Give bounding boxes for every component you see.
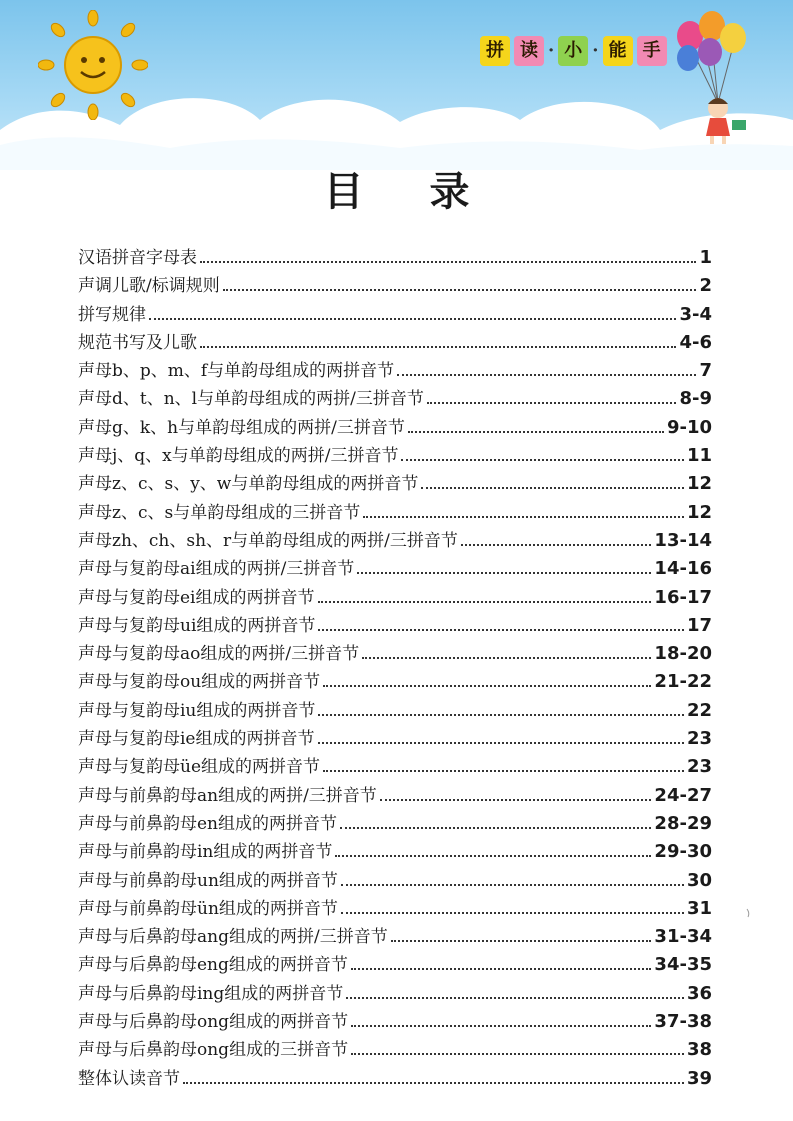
- toc-entry-label: 声母与复韵母ui组成的两拼音节: [78, 615, 316, 636]
- toc-entry-label: 声母与复韵母üe组成的两拼音节: [78, 757, 321, 778]
- toc-leader-dots: [461, 544, 652, 546]
- toc-entry[interactable]: [78, 724, 712, 752]
- toc-entry[interactable]: [78, 781, 712, 809]
- toc-entry-page: 38: [686, 1039, 712, 1061]
- badge-char: 拼: [480, 36, 510, 66]
- toc-leader-dots: [401, 459, 683, 461]
- toc-entry-page: 14-16: [654, 558, 712, 580]
- toc-entry-page: 8-9: [679, 388, 712, 410]
- toc-entry-label: 声母与后鼻韵母eng组成的两拼音节: [78, 955, 348, 976]
- toc-leader-dots: [351, 968, 652, 970]
- toc-leader-dots: [341, 884, 684, 886]
- toc-entry-page: 7: [699, 360, 712, 382]
- toc-entry-label: 声母d、t、n、l与单韵母组成的两拼/三拼音节: [78, 389, 424, 410]
- toc-entry[interactable]: [78, 809, 712, 837]
- toc-entry[interactable]: [78, 469, 712, 497]
- toc-entry[interactable]: [78, 866, 712, 894]
- toc-leader-dots: [391, 940, 652, 942]
- toc-entry-label: 整体认读音节: [78, 1068, 180, 1089]
- toc-entry-label: 声母与复韵母iu组成的两拼音节: [78, 700, 316, 721]
- balloons-girl-icon: [660, 8, 770, 148]
- toc-entry[interactable]: [78, 950, 712, 978]
- toc-entry[interactable]: [78, 696, 712, 724]
- toc-entry-label: 声母与后鼻韵母ong组成的三拼音节: [78, 1040, 349, 1061]
- toc-leader-dots: [380, 799, 652, 801]
- badge-separator: ·: [548, 40, 555, 61]
- badge-char: 小: [558, 36, 588, 66]
- toc-leader-dots: [351, 1025, 651, 1027]
- toc-entry-label: 声母与前鼻韵母in组成的两拼音节: [78, 842, 333, 863]
- badge-char: 读: [514, 36, 544, 66]
- toc-entry-page: 30: [686, 869, 712, 891]
- sun-icon: [38, 10, 148, 120]
- toc-entry[interactable]: [78, 554, 712, 582]
- toc-entry-page: 23: [686, 728, 712, 750]
- toc-entry-label: 声母b、p、m、f与单韵母组成的两拼音节: [78, 361, 395, 382]
- toc-entry[interactable]: [78, 271, 712, 299]
- badge-separator: ·: [592, 40, 599, 61]
- series-badge: [480, 36, 667, 66]
- toc-entry[interactable]: [78, 611, 712, 639]
- toc-entry-page: 1: [699, 247, 712, 268]
- toc-leader-dots: [357, 572, 651, 574]
- toc-entry-label: 声母z、c、s与单韵母组成的三拼音节: [78, 502, 361, 523]
- toc-entry[interactable]: [78, 583, 712, 611]
- toc-entry[interactable]: [78, 894, 712, 922]
- toc-leader-dots: [335, 855, 651, 857]
- toc-entry[interactable]: [78, 639, 712, 667]
- toc-leader-dots: [318, 601, 652, 603]
- toc-leader-dots: [408, 431, 664, 433]
- toc-entry-page: 18-20: [654, 643, 712, 665]
- toc-entry[interactable]: [78, 526, 712, 554]
- toc-entry-page: 11: [686, 445, 712, 467]
- toc-entry-page: 23: [686, 756, 712, 778]
- toc-entry-label: 声母与前鼻韵母ün组成的两拼音节: [78, 898, 338, 919]
- toc-entry-page: 22: [686, 699, 712, 721]
- toc-leader-dots: [318, 629, 684, 631]
- scan-speck-icon: [746, 908, 752, 918]
- toc-entry-label: 声母j、q、x与单韵母组成的两拼/三拼音节: [78, 446, 399, 467]
- toc-entry-label: 声母与复韵母ei组成的两拼音节: [78, 587, 315, 608]
- toc-entry-label: 声调儿歌/标调规则: [78, 276, 220, 297]
- toc-entry-label: 声母z、c、s、y、w与单韵母组成的两拼音节: [78, 474, 419, 495]
- toc-entry-label: 声母g、k、h与单韵母组成的两拼/三拼音节: [78, 417, 405, 438]
- page-title: 目 录: [323, 168, 496, 215]
- toc-entry[interactable]: [78, 752, 712, 780]
- toc-entry[interactable]: [78, 837, 712, 865]
- toc-entry-label: 声母与复韵母ao组成的两拼/三拼音节: [78, 644, 360, 665]
- toc-entry-page: 31: [686, 897, 712, 919]
- toc-entry-label: 声母zh、ch、sh、r与单韵母组成的两拼/三拼音节: [78, 530, 458, 551]
- toc-entry-label: 声母与前鼻韵母an组成的两拼/三拼音节: [78, 785, 377, 806]
- toc-entry[interactable]: [78, 243, 712, 271]
- toc-entry[interactable]: [78, 1035, 712, 1063]
- toc-entry[interactable]: [78, 667, 712, 695]
- toc-entry-label: 汉语拼音字母表: [78, 248, 197, 268]
- toc-entry-page: 21-22: [654, 671, 712, 693]
- toc-entry-label: 声母与前鼻韵母en组成的两拼音节: [78, 813, 338, 834]
- toc-entry-page: 2: [699, 275, 712, 297]
- toc-entry[interactable]: [78, 922, 712, 950]
- toc-entry-page: 17: [686, 614, 712, 636]
- toc-entry-label: 声母与复韵母ai组成的两拼/三拼音节: [78, 559, 355, 580]
- badge-char: 能: [603, 36, 633, 66]
- toc-entry-page: 4-6: [679, 331, 712, 353]
- toc-leader-dots: [362, 657, 651, 659]
- toc-entry[interactable]: [78, 300, 712, 328]
- toc-entry[interactable]: [78, 384, 712, 412]
- toc-entry-label: 规范书写及儿歌: [78, 332, 197, 353]
- toc-entry-page: 37-38: [654, 1011, 712, 1033]
- toc-leader-dots: [223, 289, 697, 291]
- toc-entry[interactable]: [78, 328, 712, 356]
- toc-entry-page: 3-4: [679, 303, 712, 325]
- toc-entry-page: 9-10: [666, 416, 712, 438]
- toc-entry-label: 声母与前鼻韵母un组成的两拼音节: [78, 870, 338, 891]
- toc-entry[interactable]: [78, 1007, 712, 1035]
- toc-entry-page: 16-17: [654, 586, 712, 608]
- toc-entry-label: 声母与后鼻韵母ong组成的两拼音节: [78, 1012, 349, 1033]
- toc-leader-dots: [318, 714, 684, 716]
- toc-entry[interactable]: [78, 441, 712, 469]
- toc-leader-dots: [346, 997, 684, 999]
- toc-entry-page: 24-27: [654, 784, 712, 806]
- toc-entry[interactable]: [78, 413, 712, 441]
- table-of-contents: [78, 243, 712, 1092]
- toc-leader-dots: [340, 827, 651, 829]
- toc-leader-dots: [323, 770, 684, 772]
- toc-entry-page: 36: [686, 982, 712, 1004]
- toc-entry-page: 29-30: [654, 841, 712, 863]
- toc-leader-dots: [200, 261, 696, 263]
- toc-leader-dots: [323, 685, 651, 687]
- toc-entry-label: 声母与后鼻韵母ing组成的两拼音节: [78, 983, 344, 1004]
- toc-entry[interactable]: [78, 498, 712, 526]
- badge-char: 手: [637, 36, 667, 66]
- toc-leader-dots: [421, 487, 684, 489]
- toc-leader-dots: [341, 912, 684, 914]
- toc-leader-dots: [351, 1053, 684, 1055]
- toc-entry-label: 声母与复韵母ou组成的两拼音节: [78, 672, 321, 693]
- toc-leader-dots: [397, 374, 696, 376]
- toc-entry-page: 28-29: [654, 812, 712, 834]
- toc-entry-page: 31-34: [654, 926, 712, 948]
- toc-leader-dots: [200, 346, 676, 348]
- toc-leader-dots: [363, 516, 684, 518]
- toc-entry-label: 声母与后鼻韵母ang组成的两拼/三拼音节: [78, 927, 388, 948]
- toc-leader-dots: [427, 402, 677, 404]
- toc-entry-label: 拼写规律: [78, 304, 146, 325]
- toc-entry-page: 39: [686, 1067, 712, 1089]
- toc-entry[interactable]: [78, 1064, 712, 1092]
- toc-entry-page: 12: [686, 473, 712, 495]
- toc-leader-dots: [318, 742, 684, 744]
- toc-entry-page: 12: [686, 501, 712, 523]
- toc-entry-label: 声母与复韵母ie组成的两拼音节: [78, 729, 315, 750]
- toc-entry[interactable]: [78, 356, 712, 384]
- toc-leader-dots: [183, 1082, 684, 1084]
- toc-entry-page: 13-14: [654, 529, 712, 551]
- toc-leader-dots: [149, 318, 676, 320]
- toc-entry-page: 34-35: [654, 954, 712, 976]
- toc-entry[interactable]: [78, 979, 712, 1007]
- header-banner: [0, 0, 793, 150]
